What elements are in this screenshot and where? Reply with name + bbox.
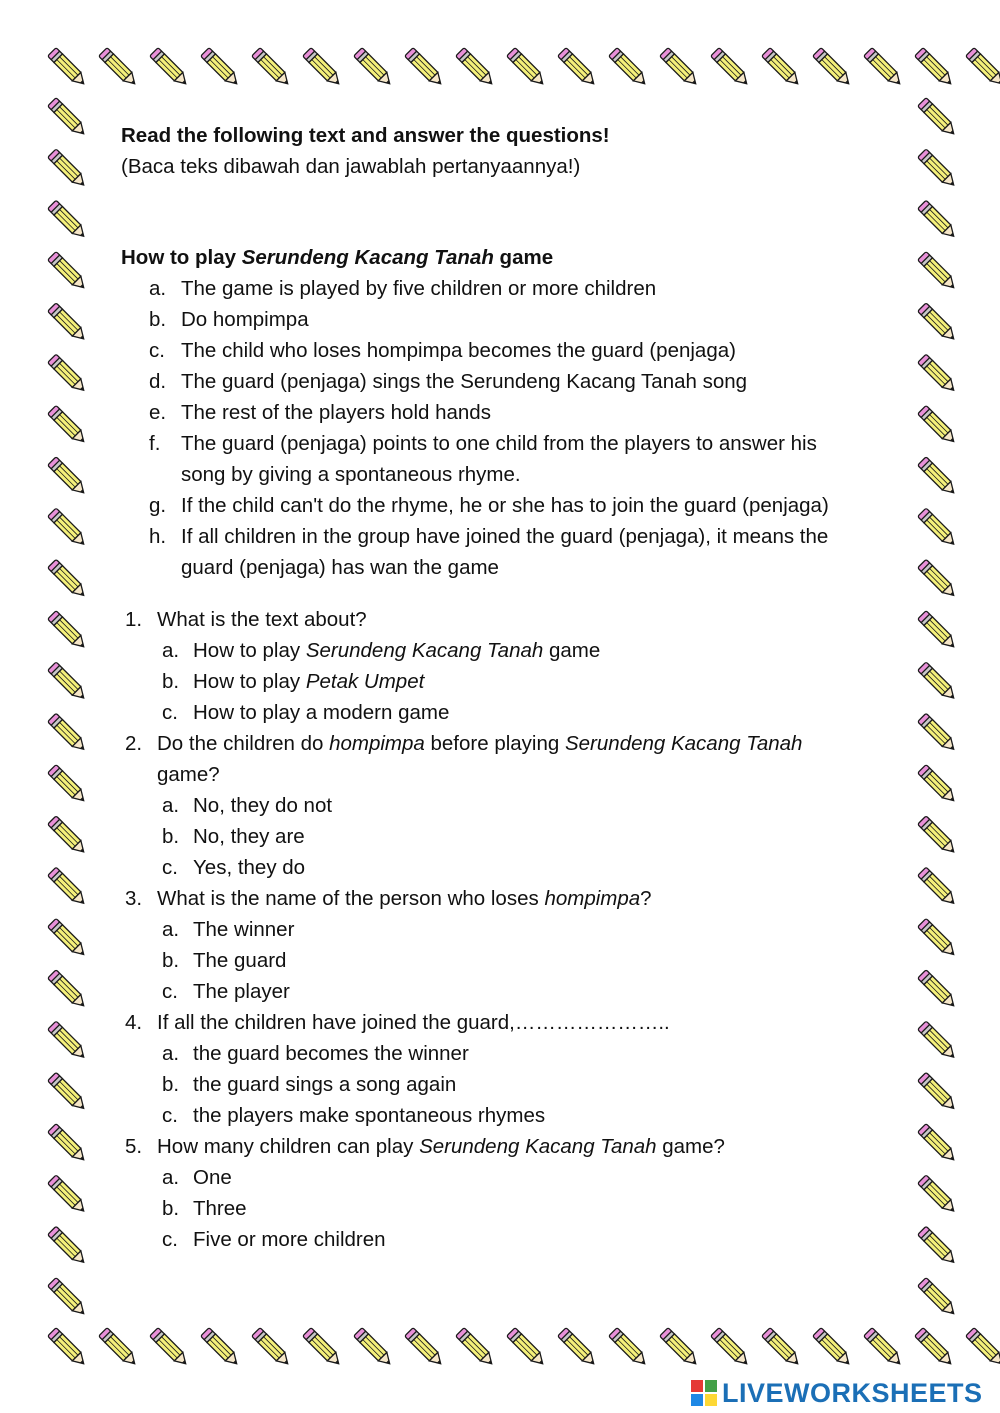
options-list — [157, 635, 891, 728]
pencil-icon-left — [48, 508, 88, 548]
option-text: No, they are — [193, 825, 305, 848]
step-marker: c. — [149, 339, 165, 362]
option-text: How to play — [193, 670, 306, 693]
option-marker: c. — [162, 856, 178, 879]
pencil-icon-left — [48, 765, 88, 805]
pencil-icon-top — [201, 48, 241, 88]
answer-option[interactable] — [157, 852, 891, 883]
question-2 — [121, 728, 891, 883]
answer-option[interactable] — [157, 666, 891, 697]
step-text-continued: guard (penjaga) has wan the game — [181, 556, 499, 579]
pencil-icon-left — [48, 149, 88, 189]
option-marker: c. — [162, 701, 178, 724]
option-text: The guard — [193, 949, 287, 972]
pencil-icon-top — [864, 48, 904, 88]
instructions-subtitle: (Baca teks dibawah dan jawablah pertanyaannya!) — [121, 155, 581, 178]
pencil-icon-left — [48, 1278, 88, 1318]
pencil-icon-right — [918, 816, 958, 856]
question-text-italic: hompimpa — [329, 732, 425, 755]
question-text-part: What is the name of the person who loses — [157, 887, 545, 910]
pencil-icon-bottom — [405, 1328, 445, 1368]
option-marker: c. — [162, 1228, 178, 1251]
option-marker: c. — [162, 980, 178, 1003]
question-text: If all the children have joined the guard,………………….. — [157, 1011, 670, 1034]
pencil-icon-bottom — [864, 1328, 904, 1368]
option-marker: b. — [162, 825, 180, 848]
option-text: One — [193, 1166, 232, 1189]
step-text: Do hompimpa — [181, 308, 309, 331]
pencil-icon-top — [48, 48, 88, 88]
question-text-part: game? — [656, 1135, 725, 1158]
pencil-icon-top — [609, 48, 649, 88]
options-list — [157, 1038, 891, 1131]
pencil-icon-left — [48, 918, 88, 958]
option-text: How to play — [193, 639, 306, 662]
pencil-icon-left — [48, 1175, 88, 1215]
pencil-icon-left — [48, 816, 88, 856]
step-item — [121, 521, 891, 583]
step-marker: e. — [149, 401, 167, 424]
option-marker: a. — [162, 1166, 180, 1189]
step-marker: d. — [149, 370, 167, 393]
pencil-icon-bottom — [252, 1328, 292, 1368]
pencil-icon-left — [48, 252, 88, 292]
option-marker: a. — [162, 1042, 180, 1065]
pencil-icon-right — [918, 1226, 958, 1266]
instructions-title: Read the following text and answer the questions! — [121, 124, 610, 147]
question-text — [157, 1131, 891, 1162]
pencil-icon-bottom — [150, 1328, 190, 1368]
pencil-icon-bottom — [201, 1328, 241, 1368]
step-text: The child who loses hompimpa becomes the guard (penjaga) — [181, 339, 736, 362]
options-list — [157, 1162, 891, 1255]
steps-list — [121, 273, 891, 583]
pencil-icon-top — [405, 48, 445, 88]
pencil-icon-bottom — [915, 1328, 955, 1368]
pencil-icon-right — [918, 970, 958, 1010]
options-list — [157, 914, 891, 1007]
option-marker: b. — [162, 1197, 180, 1220]
pencil-icon-top — [303, 48, 343, 88]
text-heading — [121, 242, 891, 273]
question-number: 1. — [125, 608, 143, 631]
step-text: The game is played by five children or more children — [181, 277, 657, 300]
pencil-icon-top — [558, 48, 598, 88]
answer-option[interactable] — [157, 1038, 891, 1069]
pencil-icon-top — [252, 48, 292, 88]
pencil-icon-left — [48, 457, 88, 497]
pencil-icon-top — [99, 48, 139, 88]
answer-option[interactable] — [157, 821, 891, 852]
option-text: Five or more children — [193, 1228, 386, 1251]
step-marker: b. — [149, 308, 167, 331]
pencil-icon-right — [918, 405, 958, 445]
pencil-icon-right — [918, 918, 958, 958]
option-text: No, they do not — [193, 794, 333, 817]
pencil-icon-right — [918, 149, 958, 189]
question-4 — [121, 1007, 891, 1131]
pencil-icon-right — [918, 1021, 958, 1061]
pencil-icon-right — [918, 1175, 958, 1215]
logo-text: LIVEWORKSHEETS — [722, 1377, 983, 1408]
pencil-icon-right — [918, 1278, 958, 1318]
step-marker: a. — [149, 277, 167, 300]
pencil-icon-right — [918, 662, 958, 702]
pencil-icon-top — [711, 48, 751, 88]
pencil-icon-right — [918, 559, 958, 599]
question-text-continued: game? — [157, 763, 220, 786]
logo-mark-icon — [690, 1379, 718, 1407]
answer-option[interactable] — [157, 914, 891, 945]
pencil-icon-left — [48, 98, 88, 138]
pencil-icon-bottom — [762, 1328, 802, 1368]
pencil-icon-bottom — [303, 1328, 343, 1368]
worksheet-content — [121, 120, 891, 1255]
pencil-icon-right — [918, 611, 958, 651]
pencil-icon-left — [48, 405, 88, 445]
question-text-part: ? — [640, 887, 652, 910]
option-text-italic: Serundeng Kacang Tanah — [305, 639, 544, 662]
question-text-part: Do the children do — [157, 732, 330, 755]
pencil-icon-right — [918, 98, 958, 138]
pencil-icon-left — [48, 1021, 88, 1061]
option-text: the guard becomes the winner — [193, 1042, 469, 1065]
answer-option[interactable] — [157, 945, 891, 976]
step-text: The guard (penjaga) points to one child from the players to answer his — [181, 432, 817, 455]
answer-option[interactable] — [157, 1162, 891, 1193]
option-text: Three — [193, 1197, 247, 1220]
step-item — [121, 397, 891, 428]
questions-list — [121, 604, 891, 1255]
answer-option[interactable] — [157, 976, 891, 1007]
option-text: How to play a modern game — [193, 701, 450, 724]
pencil-icon-bottom — [711, 1328, 751, 1368]
question-text-part: How many children can play — [157, 1135, 420, 1158]
option-marker: a. — [162, 918, 180, 941]
answer-option[interactable] — [157, 1193, 891, 1224]
answer-option[interactable] — [157, 1069, 891, 1100]
pencil-icon-left — [48, 303, 88, 343]
option-text: The winner — [193, 918, 295, 941]
pencil-icon-bottom — [966, 1328, 1000, 1368]
option-marker: b. — [162, 1073, 180, 1096]
pencil-icon-bottom — [813, 1328, 853, 1368]
pencil-icon-top — [762, 48, 802, 88]
pencil-icon-top — [915, 48, 955, 88]
option-marker: b. — [162, 670, 180, 693]
pencil-icon-top — [813, 48, 853, 88]
pencil-icon-bottom — [558, 1328, 598, 1368]
pencil-icon-top — [507, 48, 547, 88]
option-text: the guard sings a song again — [193, 1073, 457, 1096]
pencil-icon-top — [456, 48, 496, 88]
pencil-icon-right — [918, 1124, 958, 1164]
pencil-icon-bottom — [354, 1328, 394, 1368]
heading-suffix: game — [493, 246, 554, 269]
pencil-icon-top — [354, 48, 394, 88]
pencil-icon-left — [48, 559, 88, 599]
heading-prefix: How to play — [121, 246, 242, 269]
options-list — [157, 790, 891, 883]
question-3 — [121, 883, 891, 1007]
pencil-icon-left — [48, 1072, 88, 1112]
option-text-italic: Petak Umpet — [305, 670, 425, 693]
pencil-icon-bottom — [609, 1328, 649, 1368]
pencil-icon-right — [918, 713, 958, 753]
step-text: If all children in the group have joined the guard (penjaga), it means the — [181, 525, 829, 548]
pencil-icon-right — [918, 508, 958, 548]
pencil-icon-right — [918, 457, 958, 497]
liveworksheets-logo[interactable] — [690, 1378, 983, 1408]
pencil-icon-left — [48, 662, 88, 702]
option-marker: c. — [162, 1104, 178, 1127]
option-text: The player — [193, 980, 290, 1003]
question-text — [157, 728, 891, 759]
question-5 — [121, 1131, 891, 1255]
question-text-italic: Serundeng Kacang Tanah — [419, 1135, 657, 1158]
option-text-end: game — [543, 639, 601, 662]
question-text-italic: hompimpa — [544, 887, 641, 910]
pencil-icon-left — [48, 611, 88, 651]
step-text: If the child can't do the rhyme, he or she has to join the guard (penjaga) — [181, 494, 829, 517]
answer-option[interactable] — [157, 697, 891, 728]
question-text-italic: Serundeng Kacang Tanah — [564, 732, 803, 755]
question-number: 4. — [125, 1011, 143, 1034]
step-item — [121, 335, 891, 366]
pencil-icon-left — [48, 970, 88, 1010]
step-marker: h. — [149, 525, 167, 548]
question-number: 5. — [125, 1135, 143, 1158]
pencil-icon-top — [150, 48, 190, 88]
pencil-icon-bottom — [456, 1328, 496, 1368]
pencil-icon-left — [48, 1124, 88, 1164]
option-text: Yes, they do — [193, 856, 306, 879]
pencil-icon-left — [48, 713, 88, 753]
step-item — [121, 428, 891, 490]
question-number: 2. — [125, 732, 143, 755]
pencil-icon-right — [918, 867, 958, 907]
step-item — [121, 366, 891, 397]
pencil-icon-bottom — [48, 1328, 88, 1368]
pencil-icon-right — [918, 1072, 958, 1112]
pencil-icon-right — [918, 252, 958, 292]
pencil-icon-right — [918, 765, 958, 805]
question-text: What is the text about? — [157, 608, 367, 631]
option-marker: a. — [162, 639, 180, 662]
option-marker: b. — [162, 949, 180, 972]
step-item — [121, 304, 891, 335]
pencil-icon-top — [966, 48, 1000, 88]
answer-option[interactable] — [157, 790, 891, 821]
pencil-icon-left — [48, 354, 88, 394]
pencil-icon-bottom — [507, 1328, 547, 1368]
option-text: the players make spontaneous rhymes — [193, 1104, 546, 1127]
step-text: The rest of the players hold hands — [181, 401, 491, 424]
step-item — [121, 490, 891, 521]
answer-option[interactable] — [157, 1100, 891, 1131]
pencil-icon-right — [918, 354, 958, 394]
pencil-icon-left — [48, 1226, 88, 1266]
step-marker: g. — [149, 494, 167, 517]
pencil-icon-left — [48, 867, 88, 907]
step-text-continued: song by giving a spontaneous rhyme. — [181, 463, 521, 486]
question-text — [157, 883, 891, 914]
pencil-icon-top — [660, 48, 700, 88]
question-1 — [121, 604, 891, 728]
pencil-icon-left — [48, 200, 88, 240]
question-text-part: before playing — [424, 732, 565, 755]
pencil-icon-bottom — [660, 1328, 700, 1368]
pencil-icon-right — [918, 200, 958, 240]
step-text: The guard (penjaga) sings the Serundeng Kacang Tanah song — [181, 370, 748, 393]
option-marker: a. — [162, 794, 180, 817]
step-marker: f. — [149, 432, 161, 455]
heading-game-name: Serundeng Kacang Tanah — [241, 246, 494, 269]
pencil-icon-bottom — [99, 1328, 139, 1368]
pencil-icon-right — [918, 303, 958, 343]
answer-option[interactable] — [157, 635, 891, 666]
question-number: 3. — [125, 887, 143, 910]
answer-option[interactable] — [157, 1224, 891, 1255]
step-item — [121, 273, 891, 304]
